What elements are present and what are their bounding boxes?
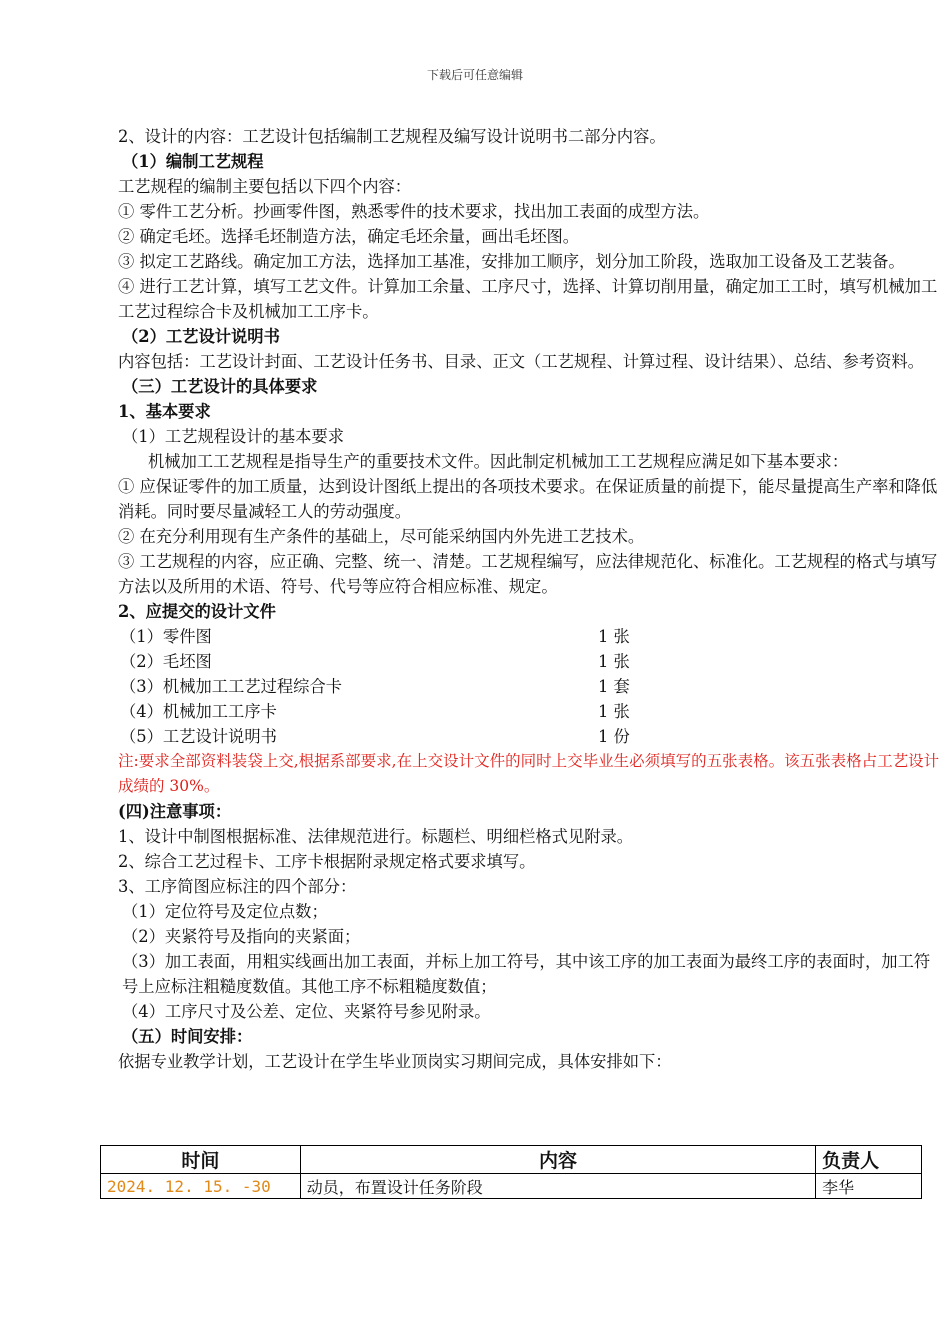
paragraph: 2、综合工艺过程卡、工序卡根据附录规定格式要求填写。: [118, 852, 536, 871]
section-heading: （三）工艺设计的具体要求: [122, 377, 318, 396]
file-name: （3）机械加工工艺过程综合卡: [120, 677, 343, 696]
file-qty: 1 份: [598, 727, 630, 746]
column-header-content: 内容: [300, 1146, 815, 1174]
section-heading: （1）编制工艺规程: [122, 152, 264, 171]
section-heading: （2）工艺设计说明书: [122, 327, 280, 346]
file-qty: 1 张: [598, 627, 630, 646]
file-row: [118, 674, 944, 699]
list-item: （1）定位符号及定位点数；: [122, 902, 328, 921]
file-list: [118, 624, 944, 749]
file-row: [118, 699, 944, 724]
list-item: ④ 进行工艺计算，填写工艺文件。计算加工余量、工序尺寸，选择、计算切削用量，确定加工工时，填写机械加工工艺过程综合卡及机械加工工序卡。: [118, 277, 938, 321]
file-qty: 1 张: [598, 702, 630, 721]
section-heading: (四)注意事项：: [118, 802, 232, 821]
paragraph: 依据专业教学计划，工艺设计在学生毕业顶岗实习期间完成，具体安排如下：: [118, 1052, 672, 1071]
note-text: 注:要求全部资料装袋上交,根据系部要求,在上交设计文件的同时上交毕业生必须填写的五张表格。该五张表格占工艺设计成绩的 30%。: [118, 752, 940, 795]
paragraph: 工艺规程的编制主要包括以下四个内容：: [118, 177, 412, 196]
paragraph: 机械加工工艺规程是指导生产的重要技术文件。因此制定机械加工工艺规程应满足如下基本要求：: [148, 452, 849, 471]
paragraph: （1）工艺规程设计的基本要求: [122, 427, 345, 446]
paragraph: 1、设计中制图根据标准、法律规范进行。标题栏、明细栏格式见附录。: [118, 827, 634, 846]
page-header: 下载后可任意编辑: [426, 68, 523, 82]
document-body: [118, 124, 944, 1074]
paragraph: 内容包括：工艺设计封面、工艺设计任务书、目录、正文（工艺规程、计算过程、设计结果）、总结、参考资料。: [118, 352, 924, 371]
list-item: （2）夹紧符号及指向的夹紧面；: [122, 927, 361, 946]
list-item: ③ 拟定工艺路线。确定加工方法，选择加工基准，安排加工顺序，划分加工阶段，选取加工设备及工艺装备。: [118, 252, 905, 271]
list-item: ③ 工艺规程的内容，应正确、完整、统一、清楚。工艺规程编写，应法律规范化、标准化。工艺规程的格式与填写方法以及所用的术语、符号、代号等应符合相应标准、规定。: [118, 552, 938, 596]
file-name: （4）机械加工工序卡: [120, 702, 277, 721]
list-item: ① 应保证零件的加工质量，达到设计图纸上提出的各项技术要求。在保证质量的前提下，能尽量提高生产率和降低消耗。同时要尽量减轻工人的劳动强度。: [118, 477, 938, 521]
list-item: （3）加工表面，用粗实线画出加工表面，并标上加工符号，其中该工序的加工表面为最终工序的表面时，加工符号上应标注粗糙度数值。其他工序不标粗糙度数值；: [122, 952, 931, 996]
file-row: [118, 724, 944, 749]
subsection-heading: 2、应提交的设计文件: [118, 602, 276, 621]
file-name: （1）零件图: [120, 627, 212, 646]
section-heading: （五）时间安排：: [122, 1027, 253, 1046]
file-qty: 1 套: [598, 677, 630, 696]
file-name: （5）工艺设计说明书: [120, 727, 277, 746]
file-qty: 1 张: [598, 652, 630, 671]
subsection-heading: 1、基本要求: [118, 402, 211, 421]
paragraph: 3、工序简图应标注的四个部分：: [118, 877, 357, 896]
paragraph: 2、设计的内容：工艺设计包括编制工艺规程及编写设计说明书二部分内容。: [118, 127, 666, 146]
cell-time: 2024. 12. 15. -30: [101, 1174, 301, 1199]
column-header-time: 时间: [101, 1146, 301, 1174]
file-row: [118, 624, 944, 649]
table-row: [101, 1174, 922, 1199]
list-item: ② 确定毛坯。选择毛坯制造方法，确定毛坯余量，画出毛坯图。: [118, 227, 580, 246]
schedule-table: [100, 1145, 922, 1199]
cell-content: 动员，布置设计任务阶段: [300, 1174, 815, 1199]
cell-owner: 李华: [816, 1174, 922, 1199]
list-item: （4）工序尺寸及公差、定位、夹紧符号参见附录。: [122, 1002, 491, 1021]
column-header-owner: 负责人: [816, 1146, 922, 1174]
table-header-row: [101, 1146, 922, 1174]
file-name: （2）毛坯图: [120, 652, 212, 671]
list-item: ② 在充分利用现有生产条件的基础上，尽可能采纳国内外先进工艺技术。: [118, 527, 645, 546]
list-item: ① 零件工艺分析。抄画零件图，熟悉零件的技术要求，找出加工表面的成型方法。: [118, 202, 710, 221]
file-row: [118, 649, 944, 674]
